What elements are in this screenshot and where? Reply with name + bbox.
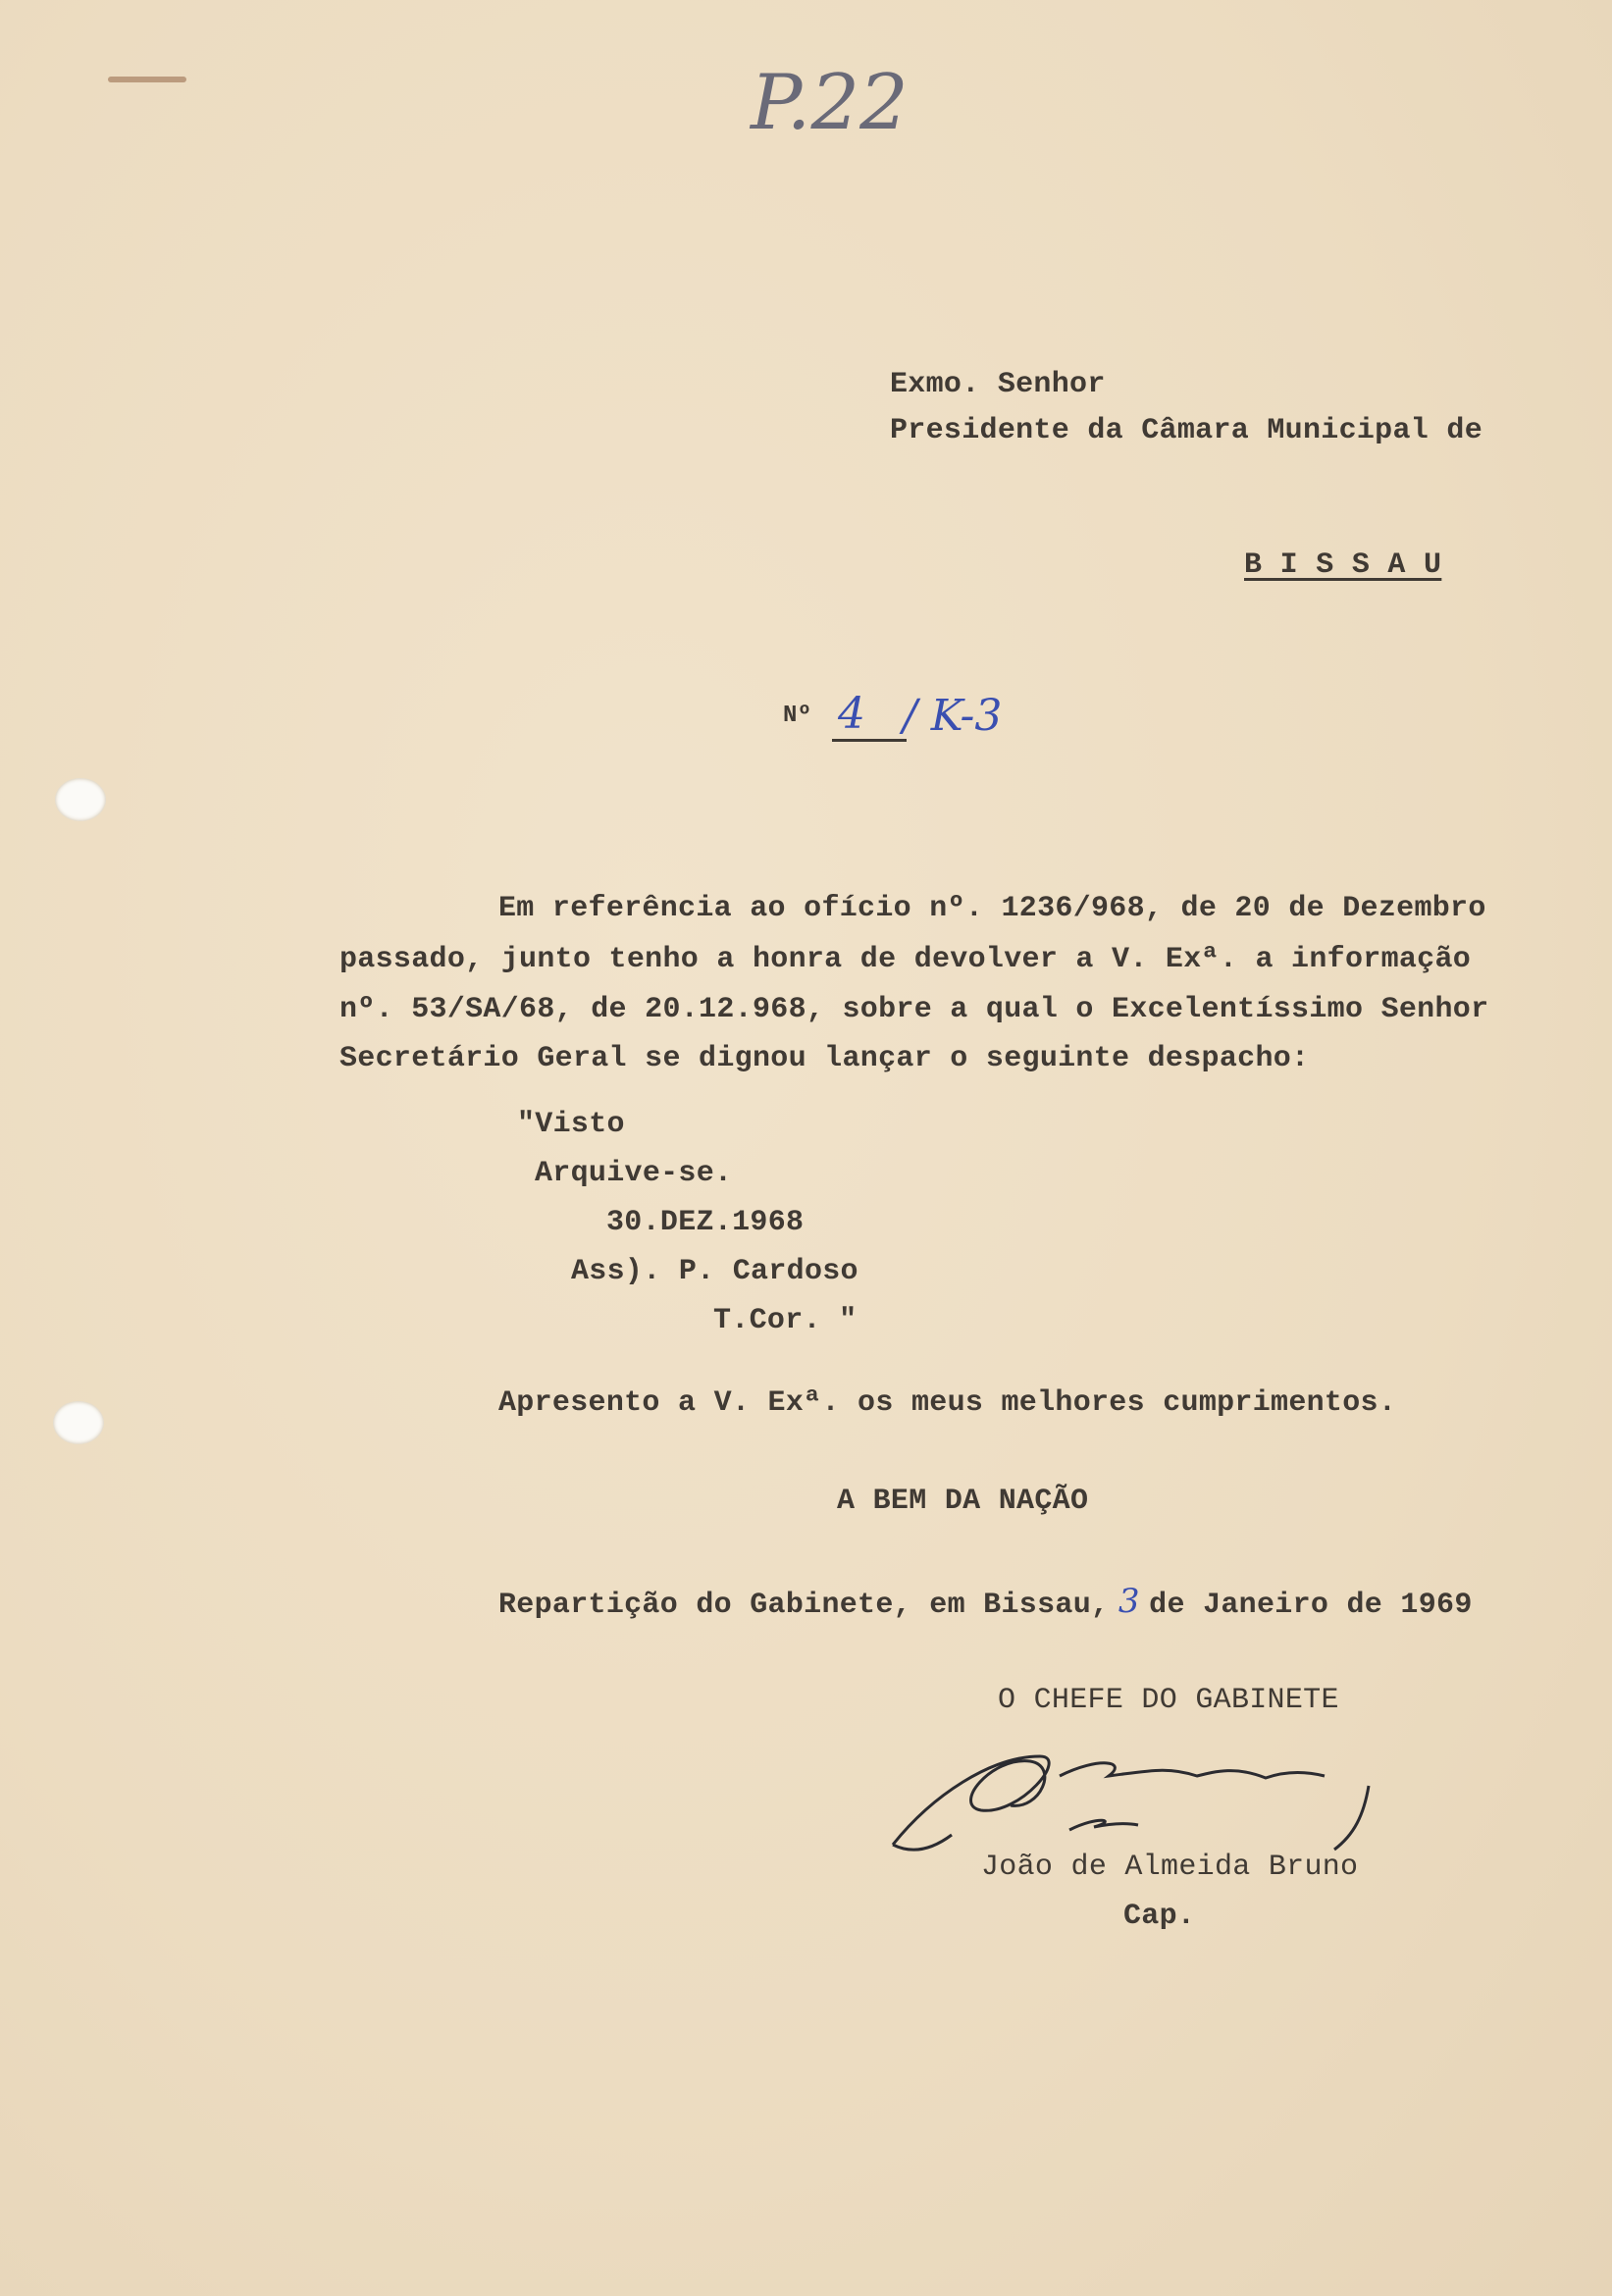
reference-label: Nº [783,703,812,729]
handwritten-signature [873,1717,1462,1864]
reference-number [783,689,1003,741]
addressee-city: B I S S A U [1244,548,1442,582]
salutation: Exmo. Senhor [890,368,1106,401]
date-prefix: Repartição do Gabinete, em Bissau, [498,1589,1110,1622]
quote-line: 30.DEZ.1968 [606,1206,805,1239]
body-line: nº. 53/SA/68, de 20.12.968, sobre a qual o Excelentíssimo Senhor [339,993,1489,1026]
date-day: 3 [1118,1582,1140,1621]
motto: A BEM DA NAÇÃO [837,1485,1089,1518]
closing: Apresento a V. Exª. os meus melhores cumprimentos. [498,1386,1397,1420]
signature-role: O CHEFE DO GABINETE [998,1684,1339,1717]
reference-number-value: 4 [832,689,907,742]
date-suffix: de Janeiro de 1969 [1149,1589,1473,1622]
punch-hole [55,778,106,821]
reference-code: / K-3 [903,691,1003,741]
signatory-name: João de Almeida Bruno [981,1851,1359,1884]
punch-hole [53,1401,104,1444]
quote-line: "Visto [517,1108,625,1141]
quote-line: T.Cor. " [713,1304,858,1337]
date-line [498,1582,1473,1623]
signatory-rank: Cap. [1123,1900,1196,1933]
body-line: Secretário Geral se dignou lançar o seguinte despacho: [339,1042,1310,1075]
body-line: passado, junto tenho a honra de devolver a V. Exª. a informação [339,943,1472,976]
body-line: Em referência ao ofício nº. 1236/968, de 20 de Dezembro [498,892,1486,925]
quote-line: Ass). P. Cardoso [571,1255,858,1288]
page-mark: P.22 [751,59,909,147]
quote-line: Arquive-se. [535,1157,733,1190]
stain [108,77,186,82]
addressee-title: Presidente da Câmara Municipal de [890,414,1482,447]
